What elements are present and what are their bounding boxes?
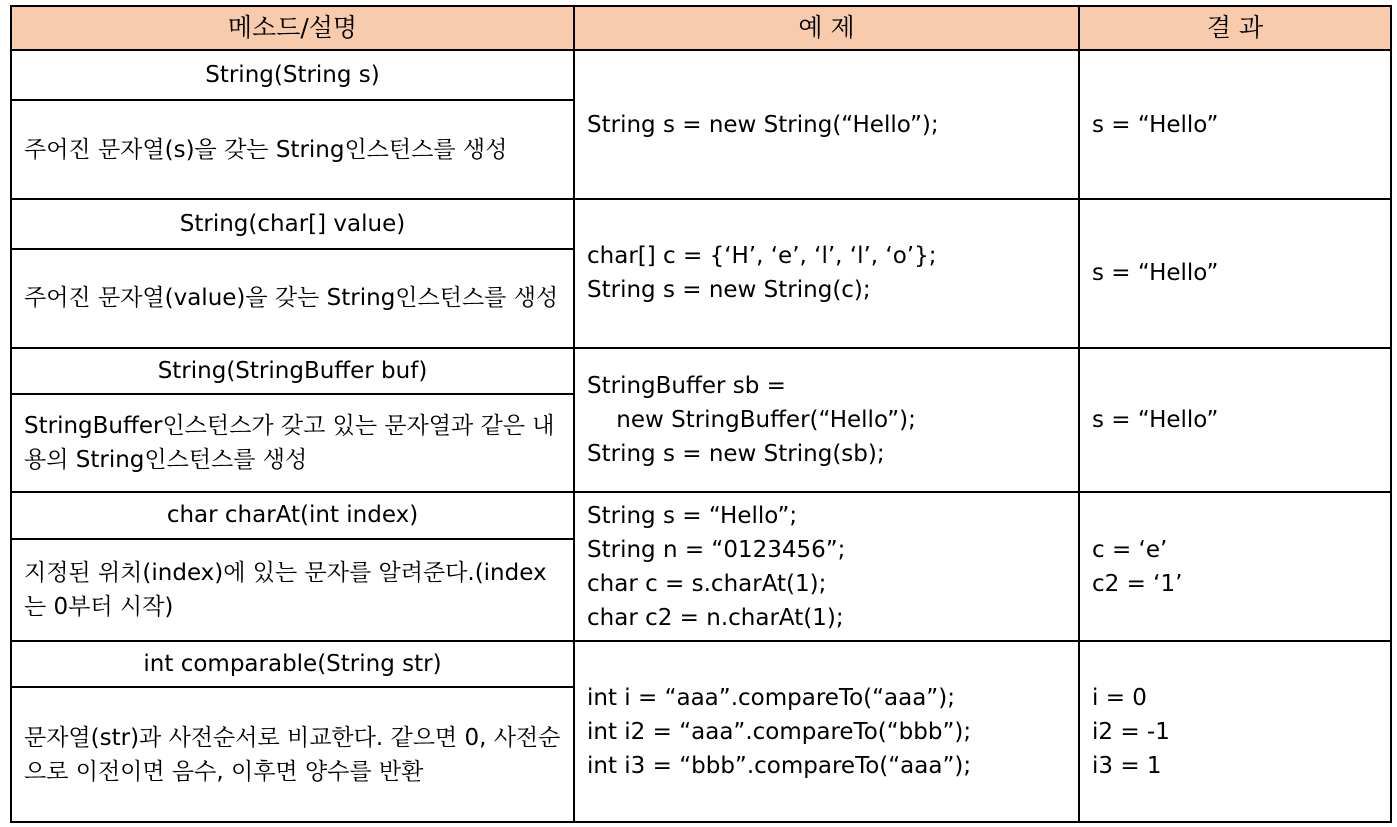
- code-line: String s = “Hello”;: [587, 502, 798, 529]
- result-cell: [1079, 199, 1391, 348]
- header-row: [11, 6, 1391, 50]
- example-cell: [574, 199, 1079, 348]
- result-cell: [1079, 492, 1391, 641]
- method-name: String(char[] value): [11, 199, 574, 249]
- code-line: new StringBuffer(“Hello”);: [587, 406, 916, 433]
- description-text: 문자열(str)과 사전순서로 비교한다. 같으면 0, 사전순으로 이전이면 음수, 이후면 양수를 반환: [24, 724, 561, 785]
- code-line: StringBuffer sb =: [587, 372, 786, 399]
- method-description: [11, 249, 574, 347]
- code-line: String n = “0123456”;: [587, 536, 846, 563]
- method-name: String(String s): [11, 50, 574, 100]
- method-name: String(StringBuffer buf): [11, 348, 574, 394]
- example-cell: [574, 641, 1079, 822]
- header-method-desc: 메소드/설명: [11, 6, 574, 50]
- code-line: String s = new String(“Hello”);: [587, 111, 939, 138]
- code-line: char[] c = {‘H’, ‘e’, ‘l’, ‘l’, ‘o’};: [587, 243, 937, 270]
- code-line: int i3 = “bbb”.compareTo(“aaa”);: [587, 752, 972, 779]
- table-row: [11, 641, 1391, 687]
- method-description: [11, 100, 574, 198]
- result-cell: [1079, 641, 1391, 822]
- description-text: StringBuffer인스턴스가 갖고 있는 문자열과 같은 내용의 String인스턴스를 생성: [24, 413, 555, 474]
- result-line: s = “Hello”: [1092, 260, 1219, 287]
- header-result: 결 과: [1079, 6, 1391, 50]
- code-line: int i2 = “aaa”.compareTo(“bbb”);: [587, 718, 972, 745]
- table-row: [11, 348, 1391, 394]
- method-description: [11, 687, 574, 822]
- result-line: i = 0: [1092, 684, 1147, 711]
- header-example: 예 제: [574, 6, 1079, 50]
- result-line: c = ‘e’: [1092, 536, 1168, 563]
- method-name: int comparable(String str): [11, 641, 574, 687]
- code-line: String s = new String(sb);: [587, 440, 885, 467]
- table-row: [11, 199, 1391, 249]
- string-methods-table: [10, 5, 1392, 823]
- method-description: [11, 539, 574, 642]
- method-name: char charAt(int index): [11, 492, 574, 538]
- example-cell: [574, 492, 1079, 641]
- table-row: [11, 492, 1391, 538]
- description-text: 지정된 위치(index)에 있는 문자를 알려준다.(index는 0부터 시작): [24, 559, 547, 620]
- code-line: char c2 = n.charAt(1);: [587, 604, 844, 631]
- method-description: [11, 394, 574, 492]
- result-cell: [1079, 348, 1391, 493]
- result-line: s = “Hello”: [1092, 111, 1219, 138]
- result-line: i2 = -1: [1092, 718, 1170, 745]
- result-line: i3 = 1: [1092, 752, 1162, 779]
- result-line: c2 = ‘1’: [1092, 570, 1183, 597]
- result-cell: [1079, 50, 1391, 199]
- result-line: s = “Hello”: [1092, 406, 1219, 433]
- description-text: 주어진 문자열(s)을 갖는 String인스턴스를 생성: [24, 136, 508, 163]
- example-cell: [574, 50, 1079, 199]
- code-line: String s = new String(c);: [587, 277, 871, 304]
- code-line: char c = s.charAt(1);: [587, 570, 827, 597]
- example-cell: [574, 348, 1079, 493]
- code-line: int i = “aaa”.compareTo(“aaa”);: [587, 684, 955, 711]
- description-text: 주어진 문자열(value)을 갖는 String인스턴스를 생성: [24, 285, 559, 312]
- table-row: [11, 50, 1391, 100]
